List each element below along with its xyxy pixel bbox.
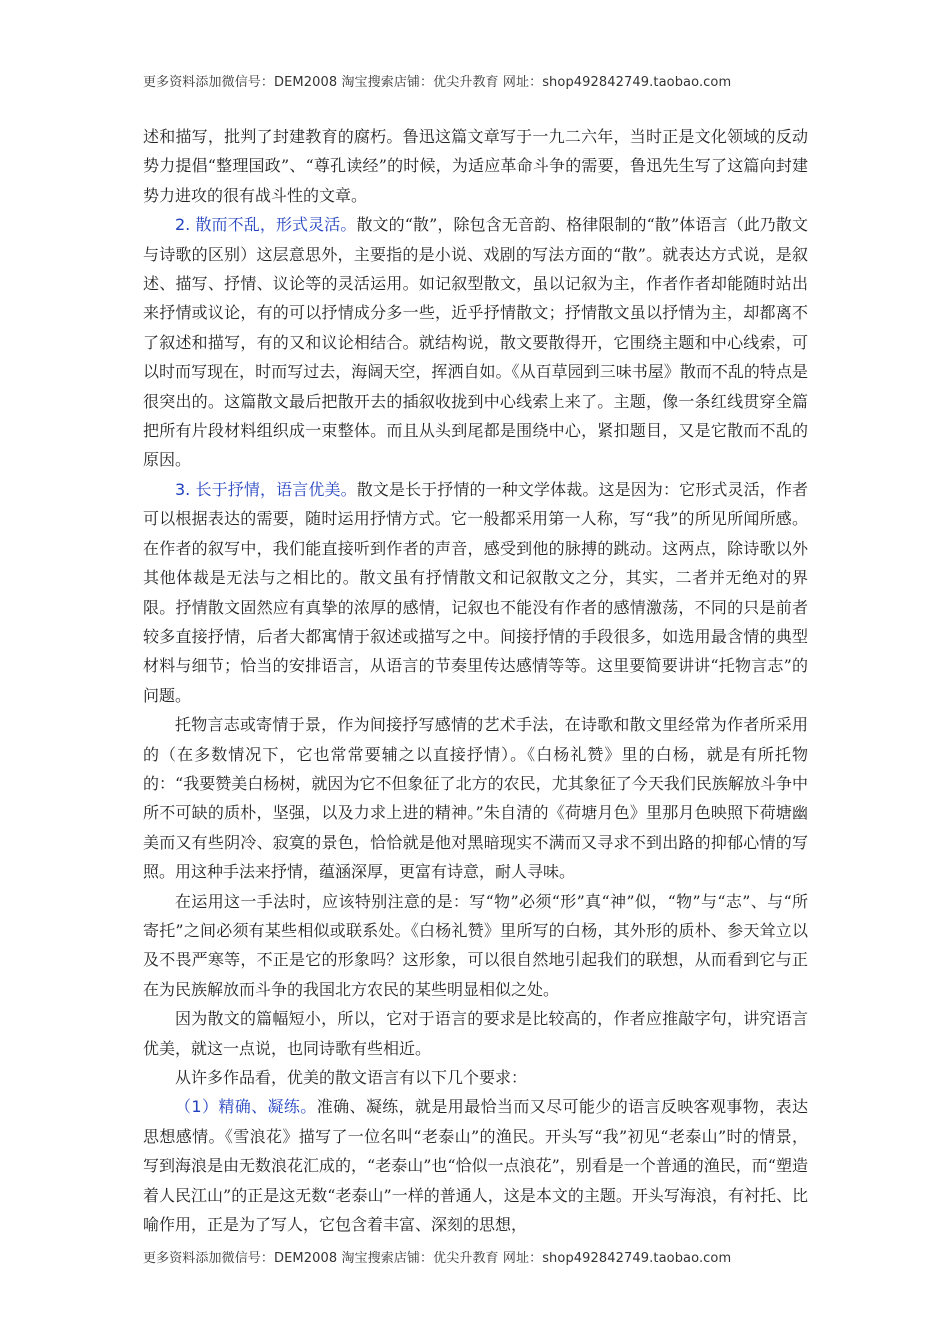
paragraph-requirements: 从许多作品看，优美的散文语言有以下几个要求： xyxy=(175,1068,528,1087)
page-header: 更多资料添加微信号：DEM2008 淘宝搜索店铺：优尖升教育 网址：shop492842749.taobao.com xyxy=(143,75,732,90)
item-text-1: 准确、凝练，就是用最恰当而又尽可能少的语言反映客观事物，表达思想感情。《雪浪花》描写了一位名叫“老泰山”的渔民。开头写“我”初见“老泰山”时的情景，写到海浪是由无数浪花汇成的，“老泰山”也“恰似一点浪花”，别看是一个普通的渔民，而“塑造着人民江山”的正是这无数“老泰山”一样的普通人，这是本文的主题。开头写海浪，有衬托、比喻作用，正是为了写人，它包含着丰富、深刻的思想， xyxy=(143,1097,808,1235)
section-heading-2: 2. 散而不乱，形式灵活。 xyxy=(175,215,357,235)
document-body xyxy=(143,122,808,1239)
paragraph-language: 因为散文的篇幅短小，所以，它对于语言的要求是比较高的，作者应推敲字句，讲究语言优美，就这一点说，也同诗歌有些相近。 xyxy=(143,1009,808,1058)
item-heading-1: （1）精确、凝练。 xyxy=(175,1097,317,1117)
section-text-3: 散文是长于抒情的一种文学体裁。这是因为：它形式灵活，作者可以根据表达的需要，随时运用抒情方式。它一般都采用第一人称，写“我”的所见所闻所感。在作者的叙写中，我们能直接听到作者的声音，感受到他的脉搏的跳动。这两点，除诗歌以外其他体裁是无法与之相比的。散文虽有抒情散文和记叙散文之分，其实，二者并无绝对的界限。抒情散文固然应有真挚的浓厚的感情，记叙也不能没有作者的感情激荡，不同的只是前者较多直接抒情，后者大都寓情于叙述或描写之中。间接抒情的手段很多，如选用最含情的典型材料与细节；恰当的安排语言，从语言的节奏里传达感情等等。这里要简要讲讲“托物言志”的问题。 xyxy=(143,479,808,705)
paragraph-section-3 xyxy=(143,475,808,710)
section-heading-3: 3. 长于抒情，语言优美。 xyxy=(175,479,357,499)
page-footer: 更多资料添加微信号：DEM2008 淘宝搜索店铺：优尖升教育 网址：shop492842749.taobao.com xyxy=(143,1251,732,1266)
paragraph-technique: 在运用这一手法时，应该特别注意的是：写“物”必须“形”真“神”似，“物”与“志”、与“所寄托”之间必须有某些相似或联系处。《白杨礼赞》里所写的白杨，其外形的质朴、参天耸立以及不畏严寒等，不正是它的形象吗？这形象，可以很自然地引起我们的联想，从而看到它与正在为民族解放而斗争的我国北方农民的某些明显相似之处。 xyxy=(143,891,808,999)
section-text-2: 散文的“散”，除包含无音韵、格律限制的“散”体语言（此乃散文与诗歌的区别）这层意思外，主要指的是小说、戏剧的写法方面的“散”。就表达方式说，是叙述、描写、抒情、议论等的灵活运用。如记叙型散文，虽以记叙为主，作者作者却能随时站出来抒情或议论，有的可以抒情成分多一些，近乎抒情散文；抒情散文虽以抒情为主，却都离不了叙述和描写，有的又和议论相结合。就结构说，散文要散得开，它围绕主题和中心线索，可以时而写现在，时而写过去，海阔天空，挥洒自如。《从百草园到三味书屋》散而不乱的特点是很突出的。这篇散文最后把散开去的插叙收拢到中心线索上来了。主题，像一条红线贯穿全篇把所有片段材料组织成一束整体。而且从头到尾都是围绕中心，紧扣题目，又是它散而不乱的原因。 xyxy=(143,215,808,470)
paragraph-section-2 xyxy=(143,210,808,475)
paragraph-tuowu: 托物言志或寄情于景，作为间接抒写感情的艺术手法，在诗歌和散文里经常为作者所采用的（在多数情况下，它也常常要辅之以直接抒情）。《白杨礼赞》里的白杨，就是有所托物的：“我要赞美白杨树，就因为它不但象征了北方的农民，尤其象征了今天我们民族解放斗争中所不可缺的质朴，坚强，以及力求上进的精神。”朱自清的《荷塘月色》里那月色映照下荷塘幽美而又有些阴冷、寂寞的景色，恰恰就是他对黑暗现实不满而又寻求不到出路的抑郁心情的写照。用这种手法来抒情，蕴涵深厚，更富有诗意，耐人寻味。 xyxy=(143,715,808,882)
paragraph-intro: 述和描写，批判了封建教育的腐朽。鲁迅这篇文章写于一九二六年，当时正是文化领域的反动势力提倡“整理国政”、“尊孔读经”的时候，为适应革命斗争的需要，鲁迅先生写了这篇向封建势力进攻的很有战斗性的文章。 xyxy=(143,127,808,205)
paragraph-item-1 xyxy=(143,1092,808,1239)
